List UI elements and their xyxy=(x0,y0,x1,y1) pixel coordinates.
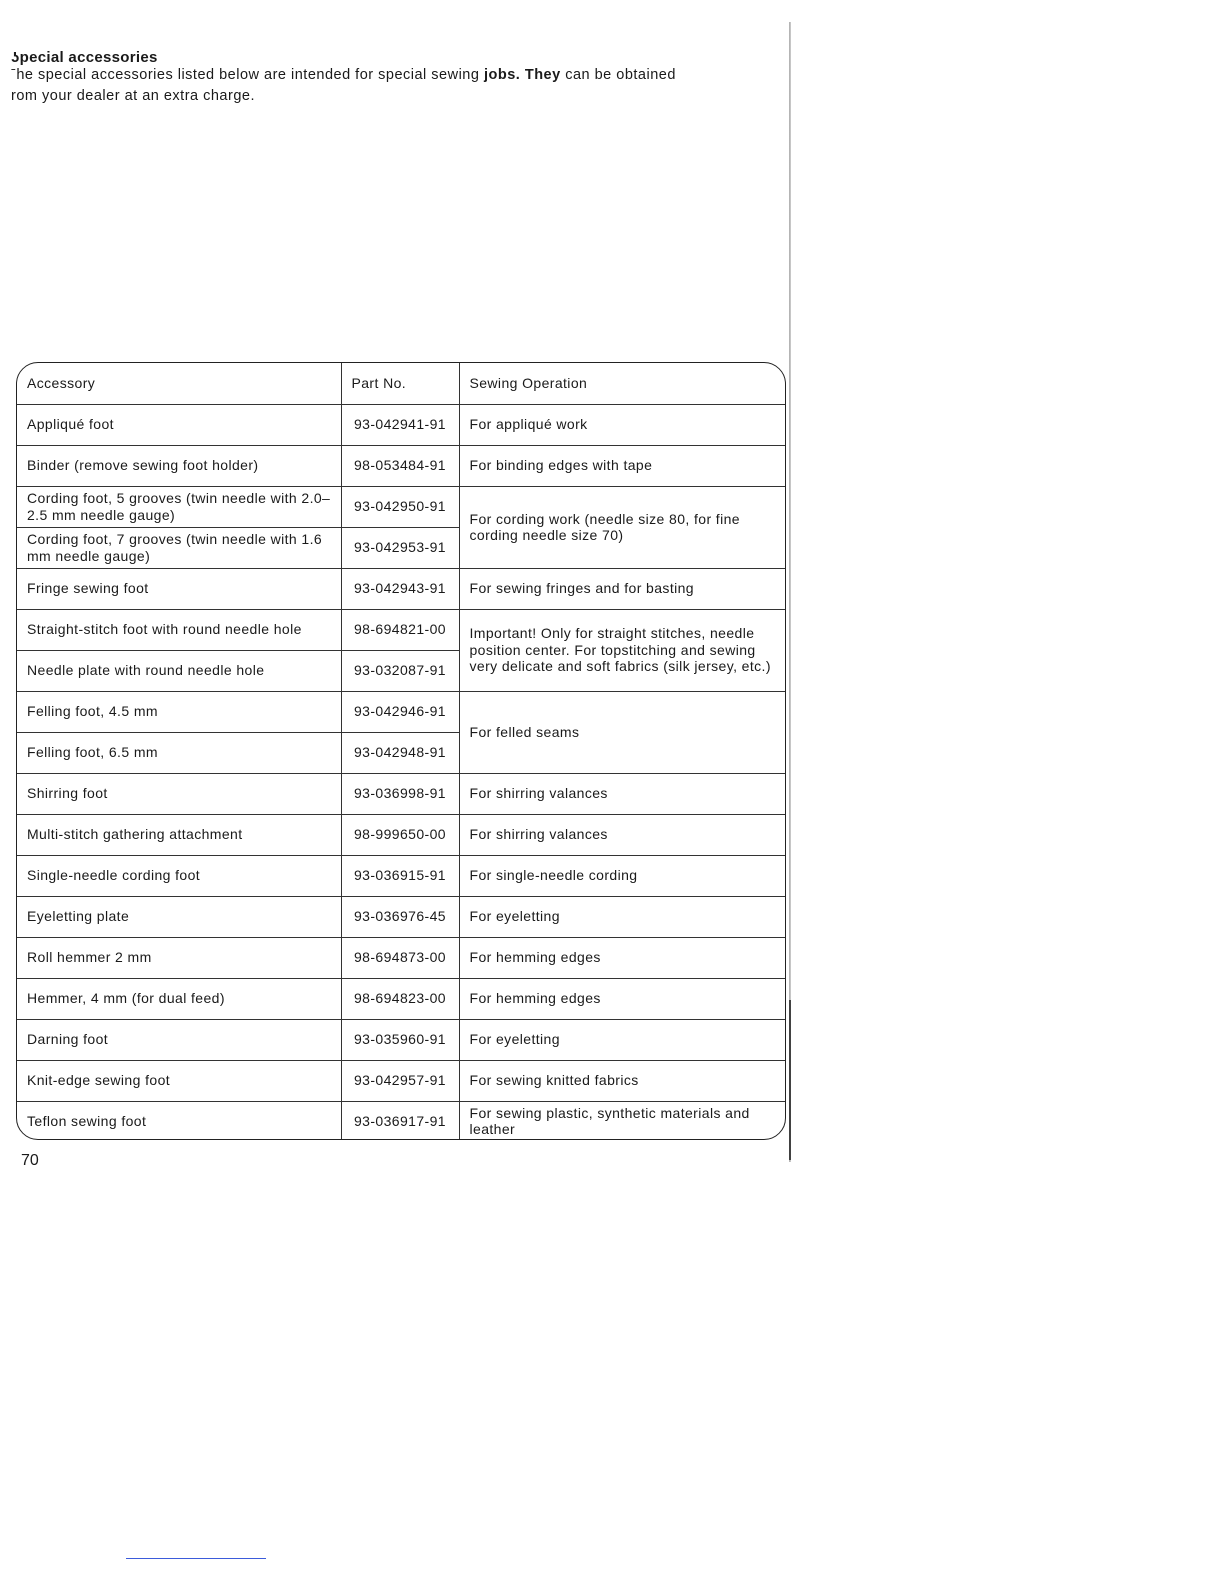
operation-cell: For hemming edges xyxy=(459,978,785,1019)
part-no-cell: 93-042950-91 xyxy=(341,486,459,527)
binding-edge-rule-dark xyxy=(789,1000,791,1160)
part-no-cell: 98-053484-91 xyxy=(341,445,459,486)
operation-cell: For shirring valances xyxy=(459,773,785,814)
operation-cell: For cording work (needle size 80, for fine cording needle size 70) xyxy=(459,486,785,568)
part-no-cell: 93-042941-91 xyxy=(341,404,459,445)
part-no-cell: 93-035960-91 xyxy=(341,1019,459,1060)
page-heading: ʖpecial accessories xyxy=(11,49,158,66)
table-row xyxy=(17,1019,785,1060)
header-accessory: Accessory xyxy=(17,363,341,404)
part-no-cell: 93-032087-91 xyxy=(341,650,459,691)
table-row xyxy=(17,1101,785,1140)
operation-cell: For eyeletting xyxy=(459,1019,785,1060)
accessory-cell: Felling foot, 6.5 mm xyxy=(17,732,341,773)
operation-cell: For single-needle cording xyxy=(459,855,785,896)
accessory-cell: Cording foot, 7 grooves (twin needle with 1.6 mm needle gauge) xyxy=(17,527,341,568)
accessory-cell: Shirring foot xyxy=(17,773,341,814)
accessory-cell: Cording foot, 5 grooves (twin needle with 2.0–2.5 mm needle gauge) xyxy=(17,486,341,527)
accessories-table xyxy=(17,363,785,1140)
part-no-cell: 98-694873-00 xyxy=(341,937,459,978)
table-row xyxy=(17,855,785,896)
accessories-table-frame xyxy=(16,362,786,1140)
accessory-cell: Teflon sewing foot xyxy=(17,1101,341,1140)
operation-cell: For felled seams xyxy=(459,691,785,773)
part-no-cell: 93-042957-91 xyxy=(341,1060,459,1101)
accessory-cell: Straight-stitch foot with round needle hole xyxy=(17,609,341,650)
table-row xyxy=(17,445,785,486)
part-no-cell: 93-042948-91 xyxy=(341,732,459,773)
table-header-row xyxy=(17,363,785,404)
intro-line-2: rom your dealer at an extra charge. xyxy=(11,88,255,104)
table-row xyxy=(17,814,785,855)
accessory-cell: Hemmer, 4 mm (for dual feed) xyxy=(17,978,341,1019)
table-row xyxy=(17,896,785,937)
table-row xyxy=(17,486,785,527)
accessory-cell: Multi-stitch gathering attachment xyxy=(17,814,341,855)
part-no-cell: 98-999650-00 xyxy=(341,814,459,855)
table-row xyxy=(17,937,785,978)
operation-cell: For binding edges with tape xyxy=(459,445,785,486)
part-no-cell: 93-042943-91 xyxy=(341,568,459,609)
part-no-cell: 93-042953-91 xyxy=(341,527,459,568)
operation-cell: For hemming edges xyxy=(459,937,785,978)
operation-cell: For appliqué work xyxy=(459,404,785,445)
operation-cell: For sewing plastic, synthetic materials and leather xyxy=(459,1101,785,1140)
accessory-cell: Needle plate with round needle hole xyxy=(17,650,341,691)
part-no-cell: 93-042946-91 xyxy=(341,691,459,732)
header-sewing-operation: Sewing Operation xyxy=(459,363,785,404)
table-row xyxy=(17,568,785,609)
footer-rule xyxy=(126,1558,266,1559)
table-row xyxy=(17,978,785,1019)
operation-cell: For eyeletting xyxy=(459,896,785,937)
accessory-cell: Fringe sewing foot xyxy=(17,568,341,609)
part-no-cell: 93-036917-91 xyxy=(341,1101,459,1140)
accessory-cell: Binder (remove sewing foot holder) xyxy=(17,445,341,486)
accessory-cell: Darning foot xyxy=(17,1019,341,1060)
operation-cell: For shirring valances xyxy=(459,814,785,855)
accessory-cell: Knit-edge sewing foot xyxy=(17,1060,341,1101)
operation-cell: For sewing fringes and for basting xyxy=(459,568,785,609)
binding-edge-rule xyxy=(789,22,791,1162)
table-row xyxy=(17,691,785,732)
accessory-cell: Roll hemmer 2 mm xyxy=(17,937,341,978)
table-row xyxy=(17,609,785,650)
table-row xyxy=(17,404,785,445)
table-row xyxy=(17,1060,785,1101)
accessory-cell: Single-needle cording foot xyxy=(17,855,341,896)
part-no-cell: 93-036915-91 xyxy=(341,855,459,896)
accessory-cell: Appliqué foot xyxy=(17,404,341,445)
part-no-cell: 98-694823-00 xyxy=(341,978,459,1019)
accessory-cell: Eyeletting plate xyxy=(17,896,341,937)
part-no-cell: 93-036998-91 xyxy=(341,773,459,814)
operation-cell: Important! Only for straight stitches, needle position center. For topstitching and sewing very delicate and soft fabrics (silk jersey, etc.) xyxy=(459,609,785,691)
table-row xyxy=(17,773,785,814)
operation-cell: For sewing knitted fabrics xyxy=(459,1060,785,1101)
header-part-no: Part No. xyxy=(341,363,459,404)
intro-line-1: ˉhe special accessories listed below are intended for special sewing jobs. They can be obtained xyxy=(11,67,676,83)
part-no-cell: 98-694821-00 xyxy=(341,609,459,650)
intro-paragraph xyxy=(11,65,781,107)
page-number: 70 xyxy=(21,1152,39,1169)
accessory-cell: Felling foot, 4.5 mm xyxy=(17,691,341,732)
part-no-cell: 93-036976-45 xyxy=(341,896,459,937)
